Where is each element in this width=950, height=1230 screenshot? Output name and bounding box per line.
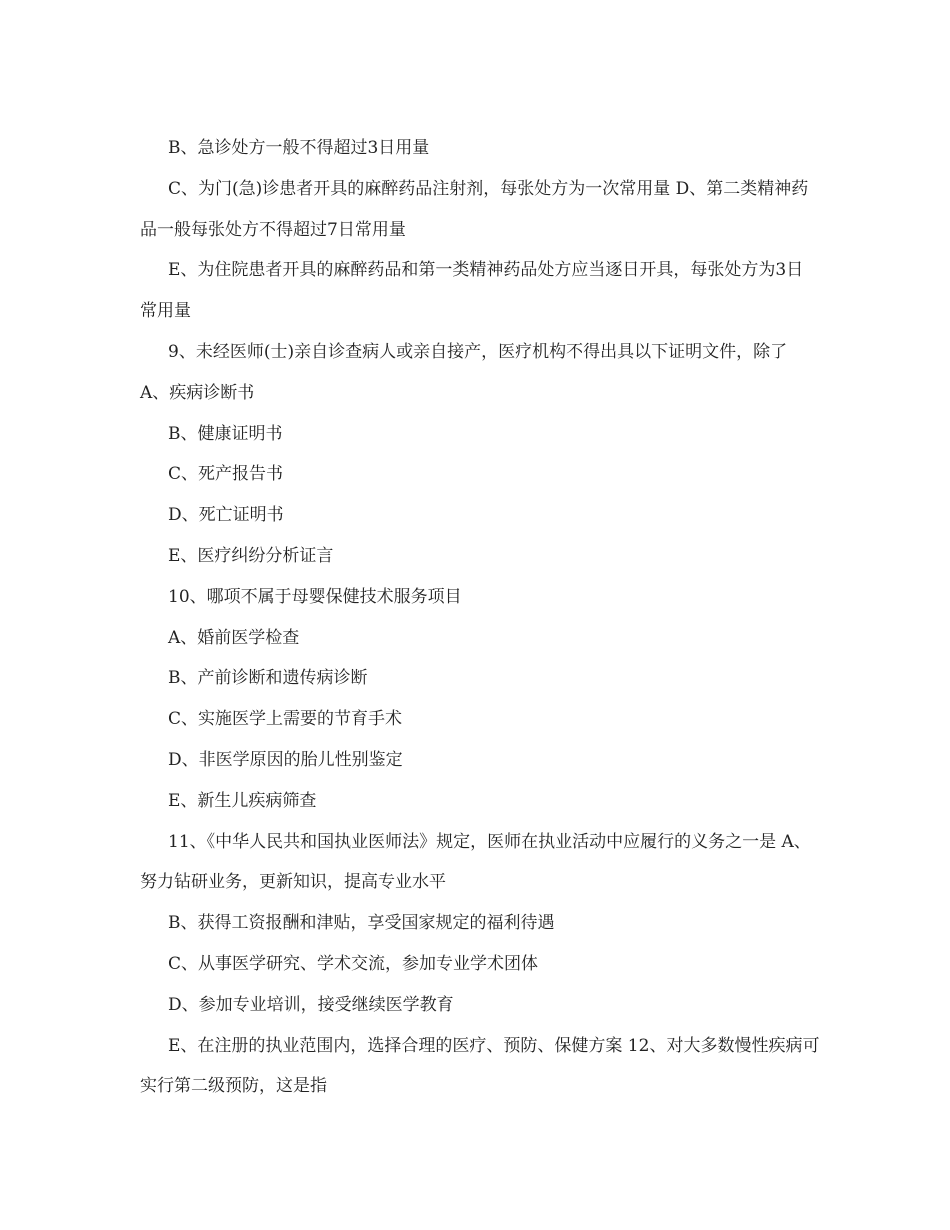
- paragraph-question-9: 9、未经医师(士)亲自诊查病人或亲自接产，医疗机构不得出具以下证明文件，除了 A、疾病诊断书: [140, 341, 788, 403]
- paragraph-q10-option-c: C、实施医学上需要的节育手术: [168, 709, 403, 730]
- paragraph-q11-option-d: D、参加专业培训，接受继续医学教育: [168, 994, 454, 1015]
- paragraph-q11-option-c: C、从事医学研究、学术交流，参加专业学术团体: [168, 953, 539, 974]
- paragraph-option-b-emergency: B、急诊处方一般不得超过3日用量: [168, 138, 430, 158]
- document-body: [140, 128, 820, 1107]
- paragraph-q10-option-a: A、婚前医学检查: [168, 627, 300, 648]
- paragraph-q10-option-b: B、产前诊断和遗传病诊断: [168, 668, 368, 689]
- paragraph-option-c-anesthetic-injection: C、为门(急)诊患者开具的麻醉药品注射剂，每张处方为一次常用量 D、第二类精神药品一般每张处方不得超过7日常用量: [140, 178, 809, 240]
- paragraph-q9-option-d: D、死亡证明书: [168, 505, 284, 526]
- paragraph-question-10: 10、哪项不属于母婴保健技术服务项目: [168, 586, 462, 607]
- paragraph-question-11: 11、《中华人民共和国执业医师法》规定，医师在执业活动中应履行的义务之一是 A、努力钻研业务，更新知识，提高专业水平: [140, 831, 811, 893]
- paragraph-q9-option-e: E、医疗纠纷分析证言: [168, 545, 334, 566]
- paragraph-option-e-inpatient: E、为住院患者开具的麻醉药品和第一类精神药品处方应当逐日开具，每张处方为3日常用量: [140, 260, 804, 322]
- paragraph-q9-option-b: B、健康证明书: [168, 423, 283, 444]
- paragraph-q11-option-e-question-12: E、在注册的执业范围内，选择合理的医疗、预防、保健方案 12、对大多数慢性疾病可实行第二级预防，这是指: [140, 1035, 820, 1097]
- paragraph-q11-option-b: B、获得工资报酬和津贴，享受国家规定的福利待遇: [168, 913, 555, 934]
- paragraph-q10-option-e: E、新生儿疾病筛查: [168, 790, 317, 811]
- paragraph-q9-option-c: C、死产报告书: [168, 464, 284, 485]
- paragraph-q10-option-d: D、非医学原因的胎儿性别鉴定: [168, 749, 403, 770]
